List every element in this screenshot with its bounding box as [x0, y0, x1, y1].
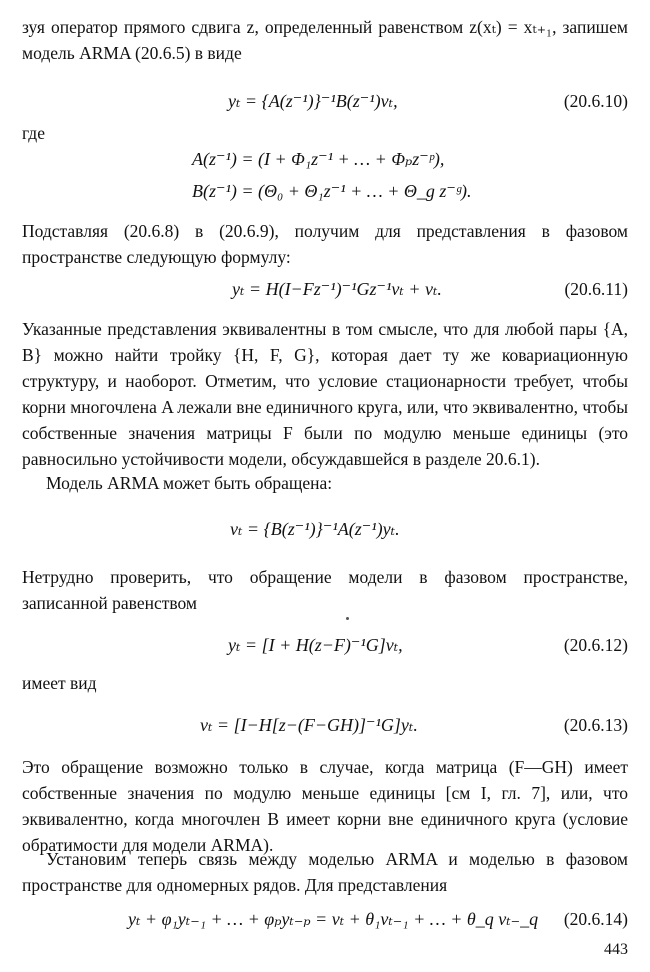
- equation-number: (20.6.10): [563, 91, 628, 111]
- equation-20-6-13: [22, 712, 628, 742]
- equation-20-6-12: [22, 632, 628, 662]
- equation-20-6-14: [22, 906, 628, 936]
- equation-formula: yₜ = [I + H(z−F)⁻¹G]vₜ,: [228, 635, 403, 655]
- equation-20-6-11: [22, 276, 628, 306]
- equation-number: (20.6.12): [563, 635, 628, 655]
- where-label: где: [22, 123, 45, 143]
- paragraph-invertible: Модель ARMA может быть обращена:: [46, 473, 333, 493]
- paragraph-check: Нетрудно проверить, что обращение модели в фазовом пространстве, записанной равенством: [22, 567, 628, 613]
- equation-a-polynomial: [22, 146, 628, 176]
- equation-formula: yₜ = {A(z⁻¹)}⁻¹B(z⁻¹)vₜ,: [228, 91, 398, 111]
- paragraph-inversion-condition: Это обращение возможно только в случае, когда матрица (F—GH) имеет собственные значения по модулю меньше единицы [см I, гл. 7], или, что эквивалентно, когда многочлен B имеет корни вне единичного круга (условие обратимости для модели ARMA).: [22, 757, 628, 855]
- stray-dot: [346, 617, 349, 620]
- equation-formula: vₜ = {B(z⁻¹)}⁻¹A(z⁻¹)yₜ.: [230, 519, 400, 539]
- equation-number: (20.6.13): [563, 715, 628, 735]
- paragraph-substitution: Подставляя (20.6.8) в (20.6.9), получим для представления в фазовом пространстве следующую формулу:: [22, 221, 628, 267]
- equation-b-polynomial: [22, 178, 628, 208]
- equation-formula: B(z⁻¹) = (Θ₀ + Θ₁z⁻¹ + … + Θ_g z⁻ᵍ).: [192, 181, 472, 201]
- equation-20-6-10: [22, 88, 628, 118]
- has-form-label: имеет вид: [22, 673, 97, 693]
- paragraph-relation: Установим теперь связь между моделью ARMA и моделью в фазовом пространстве для одномерных рядов. Для представления: [22, 849, 628, 895]
- equation-number: (20.6.14): [563, 909, 628, 929]
- paragraph-equivalence: Указанные представления эквивалентны в том смысле, что для любой пары {A, B} можно найти тройку {H, F, G}, которая дает ту же ковариационную структуру, и наоборот. Отметим, что условие стационарности требует, чтобы корни многочлена A лежали вне единичного круга, или, что эквивалентно, чтобы собственные значения матрицы F были по модулю меньше единицы (это равносильно устойчивости модели, обсуждавшейся в разделе 20.6.1).: [22, 319, 629, 469]
- equation-number: (20.6.11): [564, 279, 628, 299]
- equation-formula: yₜ = H(I−Fz⁻¹)⁻¹Gz⁻¹vₜ + vₜ.: [232, 279, 442, 299]
- page-number: 443: [604, 941, 628, 958]
- paragraph-intro: зуя оператор прямого сдвига z, определенный равенством z(xₜ) = xₜ₊₁, запишем модель ARMA (20.6.5) в виде: [22, 17, 628, 63]
- equation-formula: vₜ = [I−H[z−(F−GH)]⁻¹G]yₜ.: [200, 715, 418, 735]
- equation-formula: yₜ + φ₁yₜ₋₁ + … + φₚyₜ₋ₚ = vₜ + θ₁vₜ₋₁ + … + θ_q vₜ₋_q: [128, 909, 539, 929]
- equation-formula: A(z⁻¹) = (I + Φ₁z⁻¹ + … + Φₚz⁻ᵖ),: [192, 149, 445, 169]
- equation-inverse-arma: [22, 516, 628, 546]
